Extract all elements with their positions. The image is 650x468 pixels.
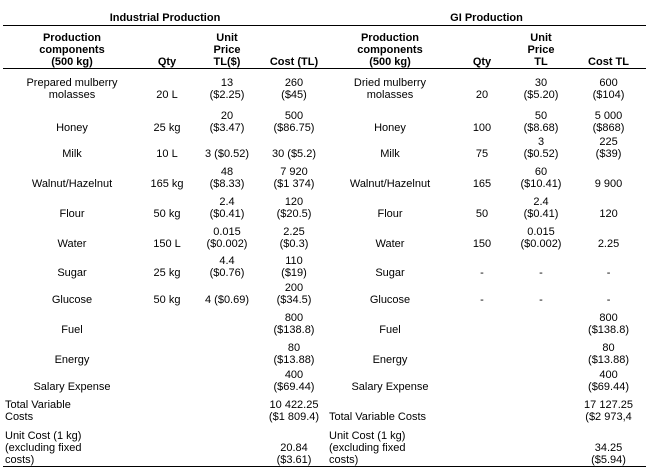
cost-cell: 10 422.25 ($1 809.4) [268, 399, 320, 423]
component-cell: Glucose [51, 294, 93, 306]
gi-cost-cell: - [606, 294, 611, 306]
gi-cost-cell: 2.25 [597, 238, 620, 250]
gi-unit-price-cell [511, 423, 571, 466]
unit-price-cell [193, 393, 261, 423]
gi-component-cell: Unit Cost (1 kg) (excluding fixed costs) [327, 423, 453, 466]
gi-unit-price-cell: 2.4 ($0.41) [523, 196, 559, 220]
gi-unit-price-cell: - [539, 294, 543, 306]
component-cell: Prepared mulberry molasses [26, 77, 118, 101]
gi-component-cell: Dried mulberry molasses [353, 77, 427, 101]
gi-unit-price-cell: 50 ($8.68) [523, 110, 559, 134]
gi-group-header: GI Production [327, 10, 646, 25]
unit-price-cell: 0.015 ($0.002) [206, 226, 248, 250]
cost-cell: 80 ($13.88) [273, 342, 315, 366]
gi-qty-cell: 20 [475, 89, 489, 101]
unit-price-cell: 13 ($2.25) [209, 77, 245, 101]
gi-cost-cell: 34.25 ($5.94) [571, 423, 646, 466]
table-row [3, 393, 646, 423]
gi-cost-header: Cost TL [571, 25, 646, 68]
gi-cost-cell: 600 ($104) [592, 77, 625, 101]
component-cell: Sugar [57, 267, 87, 279]
production-cost-table [3, 10, 646, 467]
gi-unit-price-cell: 0.015 ($0.002) [520, 226, 562, 250]
table-row [3, 134, 646, 160]
gi-component-cell: Milk [380, 148, 400, 160]
gi-qty-cell: 75 [475, 148, 489, 160]
qty-cell: 25 kg [153, 122, 181, 134]
cost-cell: 200 ($34.5) [276, 282, 312, 306]
unit-price-cell [193, 423, 261, 466]
qty-cell [141, 336, 193, 366]
gi-unit-price-header: Unit Price TL [511, 25, 571, 68]
cost-cell: 7 920 ($1 374) [273, 166, 315, 190]
table-row [3, 220, 646, 250]
component-cell: Unit Cost (1 kg) (excluding fixed costs) [3, 423, 141, 466]
qty-cell [141, 366, 193, 393]
gi-qty-cell [453, 336, 511, 366]
gi-unit-price-cell: 30 ($5.20) [523, 77, 559, 101]
gi-component-cell: Fuel [379, 324, 401, 336]
gi-qty-cell [453, 366, 511, 393]
gi-cost-cell: 5 000 ($868) [592, 110, 625, 134]
unit-price-cell: 48 ($8.33) [209, 166, 245, 190]
gi-component-cell: Energy [372, 354, 408, 366]
gi-qty-header: Qty [453, 25, 511, 68]
unit-price-cell: 4.4 ($0.76) [209, 255, 245, 279]
industrial-group-header: Industrial Production [3, 10, 327, 25]
unit-price-cell [193, 336, 261, 366]
table-body [3, 68, 646, 466]
table-row [3, 68, 646, 101]
gi-cost-cell: 800 ($138.8) [588, 312, 630, 336]
gi-cost-cell: 120 [599, 208, 618, 220]
qty-cell: 150 L [153, 238, 181, 250]
gi-cost-cell: 17 127.25 ($2 973,4 [584, 399, 633, 423]
unit-price-cell [193, 366, 261, 393]
table-row [3, 279, 646, 306]
table-row [3, 250, 646, 279]
cost-cell: 110 ($19) [281, 255, 307, 279]
component-cell: Honey [56, 122, 88, 134]
gi-qty-cell: 150 [472, 238, 492, 250]
unit-price-header: Unit Price TL($) [193, 25, 261, 68]
table-row [3, 160, 646, 190]
cost-cell: 20.84 ($3.61) [261, 423, 327, 466]
gi-unit-price-cell [511, 336, 571, 366]
unit-price-cell [193, 306, 261, 336]
gi-unit-price-cell: - [539, 267, 543, 279]
qty-cell: 25 kg [153, 267, 181, 279]
qty-cell: 165 kg [150, 178, 184, 190]
table-row [3, 336, 646, 366]
qty-cell: 50 kg [153, 294, 181, 306]
qty-cell: 10 L [156, 148, 178, 160]
gi-component-cell: Walnut/Hazelnut [349, 178, 431, 190]
table-row [3, 190, 646, 220]
gi-qty-cell [453, 393, 511, 423]
cost-cell: 120 ($20.5) [276, 196, 312, 220]
gi-component-cell: Flour [377, 208, 403, 220]
gi-cost-cell: 80 ($13.88) [588, 342, 630, 366]
qty-cell [141, 393, 193, 423]
unit-price-cell: 2.4 ($0.41) [209, 196, 245, 220]
gi-unit-price-cell [511, 366, 571, 393]
component-cell: Milk [62, 148, 82, 160]
gi-unit-price-cell [511, 393, 571, 423]
component-cell: Total Variable Costs [5, 399, 71, 423]
group-header-row [3, 10, 646, 25]
component-cell: Energy [54, 354, 90, 366]
gi-unit-price-cell [511, 306, 571, 336]
gi-qty-cell: - [480, 294, 484, 306]
gi-cost-cell: 225 ($39) [595, 136, 622, 160]
gi-unit-price-cell: 3 ($0.52) [523, 136, 559, 160]
component-cell: Walnut/Hazelnut [31, 178, 113, 190]
cost-cell: 800 ($138.8) [273, 312, 315, 336]
gi-component-cell: Water [375, 238, 405, 250]
gi-component-cell: Total Variable Costs [329, 411, 427, 423]
cost-header: Cost (TL) [261, 25, 327, 68]
unit-price-cell: 20 ($3.47) [209, 110, 245, 134]
gi-cost-cell: 9 900 [594, 178, 623, 190]
component-cell: Fuel [61, 324, 83, 336]
gi-component-cell: Honey [374, 122, 406, 134]
cost-cell: 500 ($86.75) [273, 110, 315, 134]
cost-cell: 260 ($45) [281, 77, 307, 101]
table-row [3, 366, 646, 393]
qty-cell: 20 L [156, 89, 178, 101]
cost-cell: 30 ($5.2) [271, 148, 317, 160]
gi-cost-cell: 400 ($69.44) [588, 369, 630, 393]
cost-cell: 2.25 ($0.3) [279, 226, 309, 250]
gi-component-cell: Salary Expense [351, 381, 429, 393]
gi-qty-cell: 165 [472, 178, 492, 190]
gi-components-header: Production components (500 kg) [327, 25, 453, 68]
unit-price-cell: 3 ($0.52) [204, 148, 250, 160]
qty-header: Qty [141, 25, 193, 68]
column-header-row [3, 25, 646, 68]
component-cell: Water [57, 238, 87, 250]
gi-cost-cell: - [606, 267, 611, 279]
gi-qty-cell: - [480, 267, 484, 279]
table-row [3, 423, 646, 466]
component-cell: Salary Expense [33, 381, 111, 393]
unit-price-cell: 4 ($0.69) [204, 294, 250, 306]
gi-qty-cell: 50 [475, 208, 489, 220]
components-header: Production components (500 kg) [3, 25, 141, 68]
qty-cell: 50 kg [153, 208, 181, 220]
qty-cell [141, 423, 193, 466]
component-cell: Flour [59, 208, 85, 220]
gi-qty-cell [453, 423, 511, 466]
gi-unit-price-cell: 60 ($10.41) [520, 166, 562, 190]
gi-component-cell: Glucose [369, 294, 411, 306]
gi-component-cell: Sugar [375, 267, 405, 279]
cost-cell: 400 ($69.44) [273, 369, 315, 393]
gi-qty-cell [453, 306, 511, 336]
table-row [3, 306, 646, 336]
table-row [3, 101, 646, 134]
qty-cell [141, 306, 193, 336]
gi-qty-cell: 100 [472, 122, 492, 134]
